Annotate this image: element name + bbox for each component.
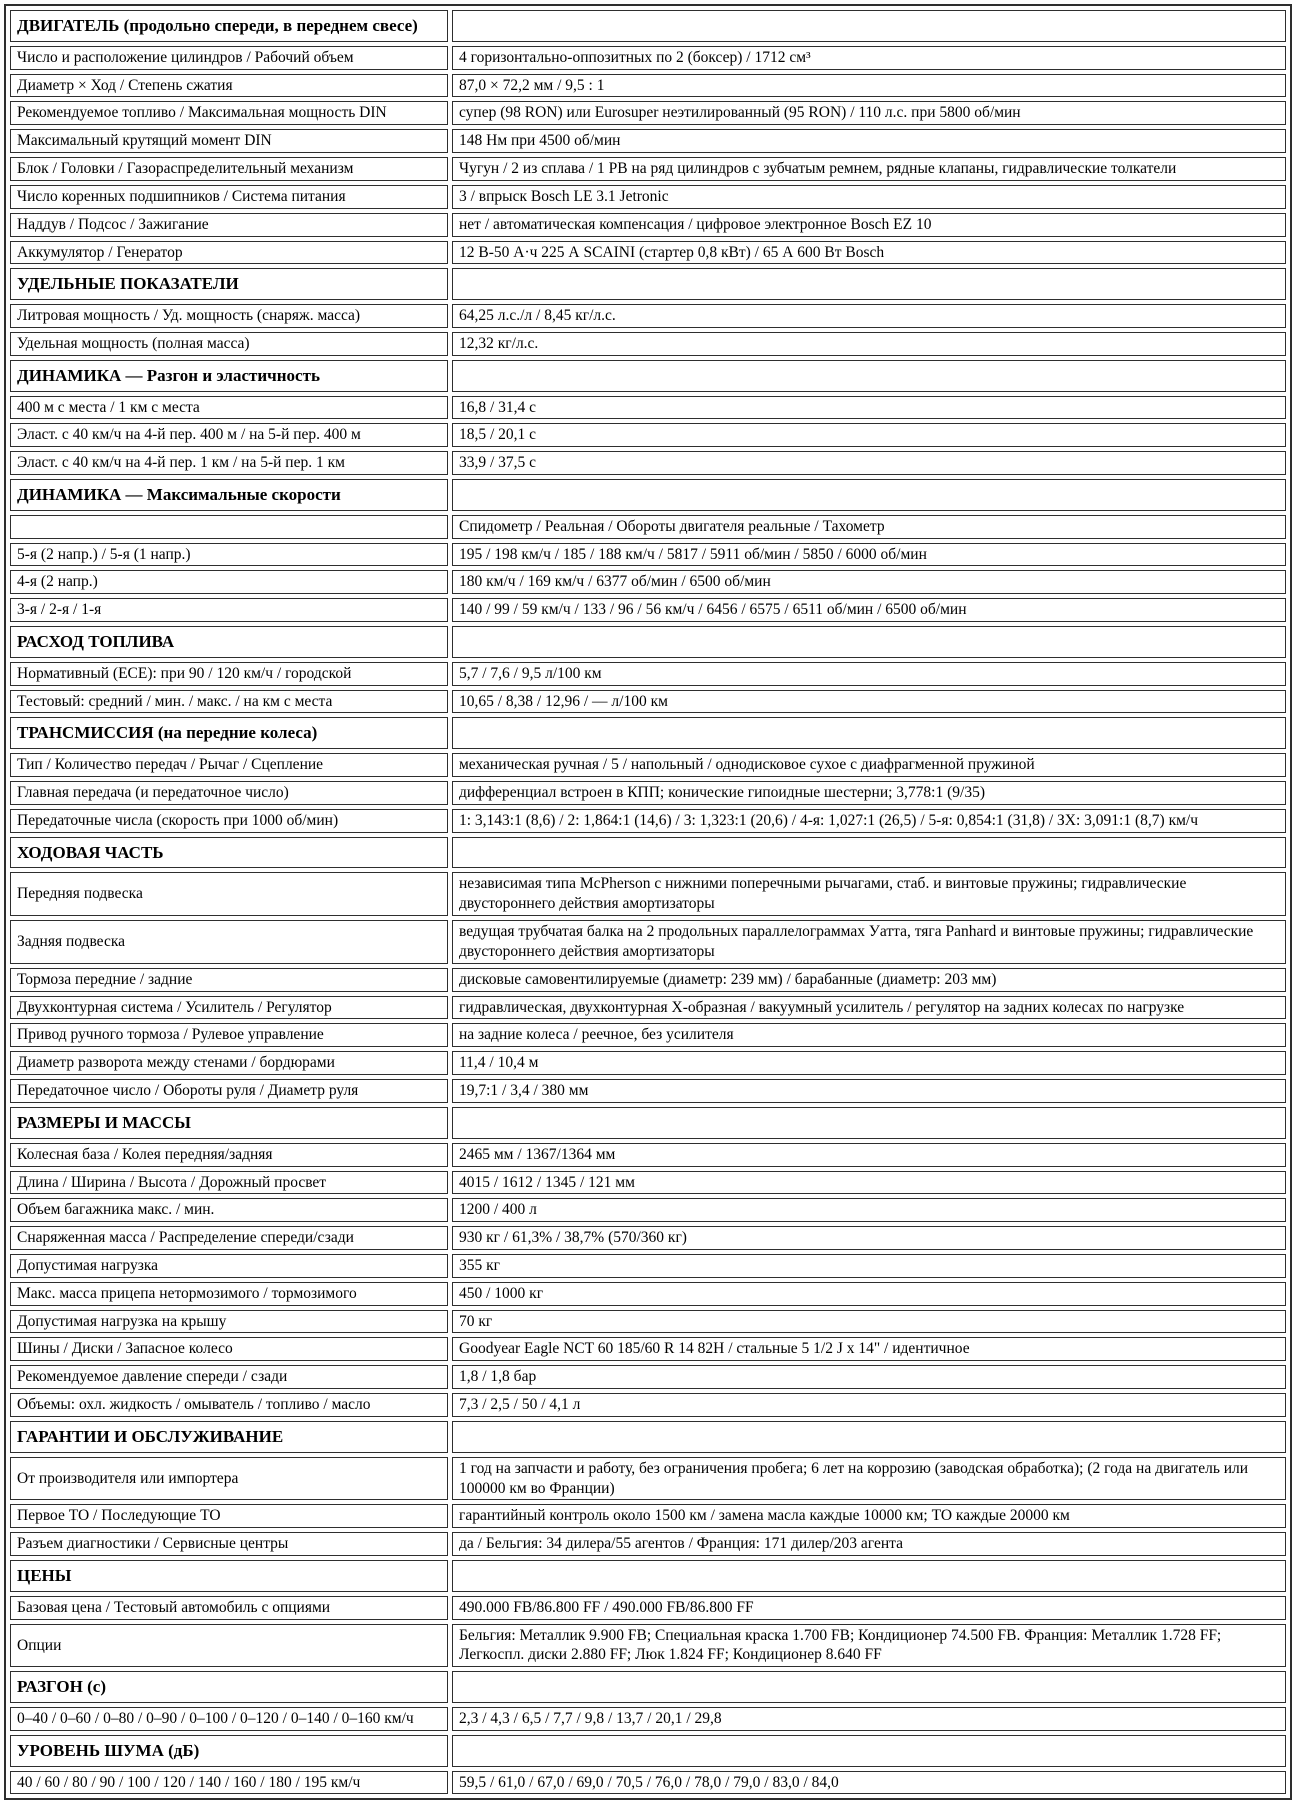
row-label: ЦЕНЫ — [10, 1560, 448, 1592]
row-value — [452, 626, 1286, 658]
row-value: дисковые самовентилируемые (диаметр: 239 мм) / барабанные (диаметр: 203 мм) — [452, 968, 1286, 992]
row-value: 148 Нм при 4500 об/мин — [452, 129, 1286, 153]
table-row — [10, 1226, 1286, 1250]
row-label: 400 м с места / 1 км с места — [10, 396, 448, 420]
row-value — [452, 479, 1286, 511]
row-label: Допустимая нагрузка на крышу — [10, 1310, 448, 1334]
row-value: 12,32 кг/л.с. — [452, 332, 1286, 356]
row-label: Разъем диагностики / Сервисные центры — [10, 1532, 448, 1556]
row-value: 140 / 99 / 59 км/ч / 133 / 96 / 56 км/ч / 6456 / 6575 / 6511 об/мин / 6500 об/мин — [452, 598, 1286, 622]
row-label: Первое ТО / Последующие ТО — [10, 1504, 448, 1528]
table-row — [10, 241, 1286, 265]
row-label: ДВИГАТЕЛЬ (продольно спереди, в переднем свесе) — [10, 10, 448, 42]
row-value — [452, 10, 1286, 42]
section-header-row — [10, 837, 1286, 869]
row-label: РАЗМЕРЫ И МАССЫ — [10, 1107, 448, 1139]
row-label: 40 / 60 / 80 / 90 / 100 / 120 / 140 / 160 / 180 / 195 км/ч — [10, 1771, 448, 1795]
row-label: Двухконтурная система / Усилитель / Регулятор — [10, 996, 448, 1020]
table-row — [10, 1051, 1286, 1075]
table-row — [10, 753, 1286, 777]
row-label: Макс. масса прицепа нетормозимого / тормозимого — [10, 1282, 448, 1306]
table-row — [10, 185, 1286, 209]
table-row — [10, 872, 1286, 916]
row-value: гидравлическая, двухконтурная Х-образная / вакуумный усилитель / регулятор на задних колесах по нагрузке — [452, 996, 1286, 1020]
table-row — [10, 1532, 1286, 1556]
row-label: Рекомендуемое давление спереди / сзади — [10, 1365, 448, 1389]
table-row — [10, 1198, 1286, 1222]
row-value: 3 / впрыск Bosch LE 3.1 Jetronic — [452, 185, 1286, 209]
row-value: 355 кг — [452, 1254, 1286, 1278]
table-row — [10, 157, 1286, 181]
table-row — [10, 1504, 1286, 1528]
row-value — [452, 268, 1286, 300]
row-label: Привод ручного тормоза / Рулевое управление — [10, 1023, 448, 1047]
row-value: нет / автоматическая компенсация / цифровое электронное Bosch EZ 10 — [452, 213, 1286, 237]
row-label: Диаметр × Ход / Степень сжатия — [10, 74, 448, 98]
row-value: 19,7:1 / 3,4 / 380 мм — [452, 1079, 1286, 1103]
table-row — [10, 1365, 1286, 1389]
table-row — [10, 1707, 1286, 1731]
row-value: 64,25 л.с./л / 8,45 кг/л.с. — [452, 304, 1286, 328]
table-row — [10, 1596, 1286, 1620]
row-label: Базовая цена / Тестовый автомобиль с опциями — [10, 1596, 448, 1620]
row-value — [452, 1421, 1286, 1453]
row-label: ГАРАНТИИ И ОБСЛУЖИВАНИЕ — [10, 1421, 448, 1453]
row-label: Эласт. с 40 км/ч на 4-й пер. 1 км / на 5-й пер. 1 км — [10, 451, 448, 475]
table-row — [10, 1337, 1286, 1361]
section-header-row — [10, 717, 1286, 749]
table-row — [10, 213, 1286, 237]
row-value — [452, 717, 1286, 749]
row-label: 4-я (2 напр.) — [10, 570, 448, 594]
row-value: 1: 3,143:1 (8,6) / 2: 1,864:1 (14,6) / 3: 1,323:1 (20,6) / 4-я: 1,027:1 (26,5) / 5-я: 0,854:1 (31,8) / ЗХ: 3,091:1 (8,7) км/ч — [452, 809, 1286, 833]
table-row — [10, 543, 1286, 567]
row-label: Объемы: охл. жидкость / омыватель / топливо / масло — [10, 1393, 448, 1417]
section-header-row — [10, 1421, 1286, 1453]
row-label: Диаметр разворота между стенами / бордюрами — [10, 1051, 448, 1075]
row-value: 18,5 / 20,1 с — [452, 423, 1286, 447]
row-value: на задние колеса / реечное, без усилителя — [452, 1023, 1286, 1047]
row-label: Объем багажника макс. / мин. — [10, 1198, 448, 1222]
table-row — [10, 1624, 1286, 1668]
section-header-row — [10, 479, 1286, 511]
table-row — [10, 920, 1286, 964]
row-value: Goodyear Eagle NCT 60 185/60 R 14 82H / стальные 5 1/2 J x 14" / идентичное — [452, 1337, 1286, 1361]
table-row — [10, 1254, 1286, 1278]
spec-table — [4, 4, 1292, 1800]
table-row — [10, 332, 1286, 356]
row-label: Рекомендуемое топливо / Максимальная мощность DIN — [10, 101, 448, 125]
row-value — [452, 1107, 1286, 1139]
row-value: гарантийный контроль около 1500 км / замена масла каждые 10000 км; ТО каждые 20000 км — [452, 1504, 1286, 1528]
row-value: ведущая трубчатая балка на 2 продольных параллелограммах Уатта, тяга Panhard и винтовые пружины; гидравлические двустороннего действия амортизаторы — [452, 920, 1286, 964]
table-row — [10, 515, 1286, 539]
row-value: 4 горизонтально-оппозитных по 2 (боксер) / 1712 см³ — [452, 46, 1286, 70]
row-label: Аккумулятор / Генератор — [10, 241, 448, 265]
row-label: ДИНАМИКА — Максимальные скорости — [10, 479, 448, 511]
row-label: От производителя или импортера — [10, 1457, 448, 1501]
row-label: Литровая мощность / Уд. мощность (снаряж. масса) — [10, 304, 448, 328]
row-label: 5-я (2 напр.) / 5-я (1 напр.) — [10, 543, 448, 567]
row-value: Спидометр / Реальная / Обороты двигателя реальные / Тахометр — [452, 515, 1286, 539]
row-label: РАЗГОН (с) — [10, 1671, 448, 1703]
section-header-row — [10, 360, 1286, 392]
row-value: 4015 / 1612 / 1345 / 121 мм — [452, 1171, 1286, 1195]
row-label: 3-я / 2-я / 1-я — [10, 598, 448, 622]
row-label: Тип / Количество передач / Рычаг / Сцепление — [10, 753, 448, 777]
row-label: Передаточное число / Обороты руля / Диаметр руля — [10, 1079, 448, 1103]
row-label: Нормативный (ECE): при 90 / 120 км/ч / городской — [10, 662, 448, 686]
table-row — [10, 101, 1286, 125]
row-label: Число и расположение цилиндров / Рабочий объем — [10, 46, 448, 70]
row-value: 11,4 / 10,4 м — [452, 1051, 1286, 1075]
row-value: 7,3 / 2,5 / 50 / 4,1 л — [452, 1393, 1286, 1417]
row-value: Бельгия: Металлик 9.900 FB; Специальная краска 1.700 FB; Кондиционер 74.500 FB. Франция: Металлик 1.728 FF; Легкоспл. диски 2.880 FF; Люк 1.824 FF; Кондиционер 8.640 FF — [452, 1624, 1286, 1668]
table-row — [10, 1310, 1286, 1334]
row-label: ДИНАМИКА — Разгон и эластичность — [10, 360, 448, 392]
row-label: УДЕЛЬНЫЕ ПОКАЗАТЕЛИ — [10, 268, 448, 300]
row-label: Передаточные числа (скорость при 1000 об/мин) — [10, 809, 448, 833]
table-row — [10, 1771, 1286, 1795]
row-value: 930 кг / 61,3% / 38,7% (570/360 кг) — [452, 1226, 1286, 1250]
row-value: 450 / 1000 кг — [452, 1282, 1286, 1306]
table-row — [10, 74, 1286, 98]
table-row — [10, 451, 1286, 475]
row-value: 16,8 / 31,4 с — [452, 396, 1286, 420]
row-value: 490.000 FB/86.800 FF / 490.000 FB/86.800 FF — [452, 1596, 1286, 1620]
row-label: Передняя подвеска — [10, 872, 448, 916]
table-row — [10, 1079, 1286, 1103]
row-label: Главная передача (и передаточное число) — [10, 781, 448, 805]
row-label: ХОДОВАЯ ЧАСТЬ — [10, 837, 448, 869]
row-label: 0–40 / 0–60 / 0–80 / 0–90 / 0–100 / 0–120 / 0–140 / 0–160 км/ч — [10, 1707, 448, 1731]
table-row — [10, 1282, 1286, 1306]
row-value: независимая типа McPherson с нижними поперечными рычагами, стаб. и винтовые пружины; гидравлические двустороннего действия амортизаторы — [452, 872, 1286, 916]
row-value: 2,3 / 4,3 / 6,5 / 7,7 / 9,8 / 13,7 / 20,1 / 29,8 — [452, 1707, 1286, 1731]
spec-table-body — [10, 10, 1286, 1794]
section-header-row — [10, 268, 1286, 300]
section-header-row — [10, 10, 1286, 42]
row-label: УРОВЕНЬ ШУМА (дБ) — [10, 1735, 448, 1767]
spec-sheet — [4, 4, 1292, 1800]
row-value: супер (98 RON) или Eurosuper неэтилированный (95 RON) / 110 л.с. при 5800 об/мин — [452, 101, 1286, 125]
table-row — [10, 304, 1286, 328]
section-header-row — [10, 1107, 1286, 1139]
table-row — [10, 423, 1286, 447]
row-label: Снаряженная масса / Распределение спереди/сзади — [10, 1226, 448, 1250]
row-value — [452, 837, 1286, 869]
row-label: Колесная база / Колея передняя/задняя — [10, 1143, 448, 1167]
table-row — [10, 781, 1286, 805]
row-label: ТРАНСМИССИЯ (на передние колеса) — [10, 717, 448, 749]
row-value: да / Бельгия: 34 дилера/55 агентов / Франция: 171 дилер/203 агента — [452, 1532, 1286, 1556]
row-value — [452, 1735, 1286, 1767]
table-row — [10, 1143, 1286, 1167]
row-value: 195 / 198 км/ч / 185 / 188 км/ч / 5817 / 5911 об/мин / 5850 / 6000 об/мин — [452, 543, 1286, 567]
row-value: 1,8 / 1,8 бар — [452, 1365, 1286, 1389]
row-value — [452, 1560, 1286, 1592]
row-value: 33,9 / 37,5 с — [452, 451, 1286, 475]
row-label: Опции — [10, 1624, 448, 1668]
row-label: Блок / Головки / Газораспределительный механизм — [10, 157, 448, 181]
row-label: Задняя подвеска — [10, 920, 448, 964]
table-row — [10, 1171, 1286, 1195]
section-header-row — [10, 1735, 1286, 1767]
row-value: 2465 мм / 1367/1364 мм — [452, 1143, 1286, 1167]
row-value: 5,7 / 7,6 / 9,5 л/100 км — [452, 662, 1286, 686]
table-row — [10, 1023, 1286, 1047]
row-value: 1 год на запчасти и работу, без ограничения пробега; 6 лет на коррозию (заводская обработка); (2 года на двигатель или 100000 км во Франции) — [452, 1457, 1286, 1501]
row-label: Допустимая нагрузка — [10, 1254, 448, 1278]
row-label: Длина / Ширина / Высота / Дорожный просвет — [10, 1171, 448, 1195]
row-value — [452, 1671, 1286, 1703]
row-value: 10,65 / 8,38 / 12,96 / — л/100 км — [452, 690, 1286, 714]
table-row — [10, 46, 1286, 70]
table-row — [10, 598, 1286, 622]
row-label: Эласт. с 40 км/ч на 4-й пер. 400 м / на 5-й пер. 400 м — [10, 423, 448, 447]
row-label: Удельная мощность (полная масса) — [10, 332, 448, 356]
row-label: Наддув / Подсос / Зажигание — [10, 213, 448, 237]
table-row — [10, 570, 1286, 594]
row-label — [10, 515, 448, 539]
row-label: Максимальный крутящий момент DIN — [10, 129, 448, 153]
row-value: механическая ручная / 5 / напольный / однодисковое сухое с диафрагменной пружиной — [452, 753, 1286, 777]
table-row — [10, 809, 1286, 833]
row-value: 1200 / 400 л — [452, 1198, 1286, 1222]
section-header-row — [10, 1671, 1286, 1703]
table-row — [10, 690, 1286, 714]
row-value — [452, 360, 1286, 392]
row-label: РАСХОД ТОПЛИВА — [10, 626, 448, 658]
table-row — [10, 396, 1286, 420]
row-value: дифференциал встроен в КПП; конические гипоидные шестерни; 3,778:1 (9/35) — [452, 781, 1286, 805]
table-row — [10, 996, 1286, 1020]
table-row — [10, 968, 1286, 992]
section-header-row — [10, 626, 1286, 658]
table-row — [10, 1457, 1286, 1501]
row-value: 87,0 × 72,2 мм / 9,5 : 1 — [452, 74, 1286, 98]
row-value: 180 км/ч / 169 км/ч / 6377 об/мин / 6500 об/мин — [452, 570, 1286, 594]
row-label: Шины / Диски / Запасное колесо — [10, 1337, 448, 1361]
table-row — [10, 662, 1286, 686]
row-label: Число коренных подшипников / Система питания — [10, 185, 448, 209]
row-label: Тормоза передние / задние — [10, 968, 448, 992]
row-value: Чугун / 2 из сплава / 1 РВ на ряд цилиндров с зубчатым ремнем, рядные клапаны, гидравлические толкатели — [452, 157, 1286, 181]
table-row — [10, 1393, 1286, 1417]
row-label: Тестовый: средний / мин. / макс. / на км с места — [10, 690, 448, 714]
row-value: 12 В-50 А·ч 225 А SCAINI (стартер 0,8 кВт) / 65 А 600 Вт Bosch — [452, 241, 1286, 265]
table-row — [10, 129, 1286, 153]
section-header-row — [10, 1560, 1286, 1592]
row-value: 59,5 / 61,0 / 67,0 / 69,0 / 70,5 / 76,0 / 78,0 / 79,0 / 83,0 / 84,0 — [452, 1771, 1286, 1795]
row-value: 70 кг — [452, 1310, 1286, 1334]
